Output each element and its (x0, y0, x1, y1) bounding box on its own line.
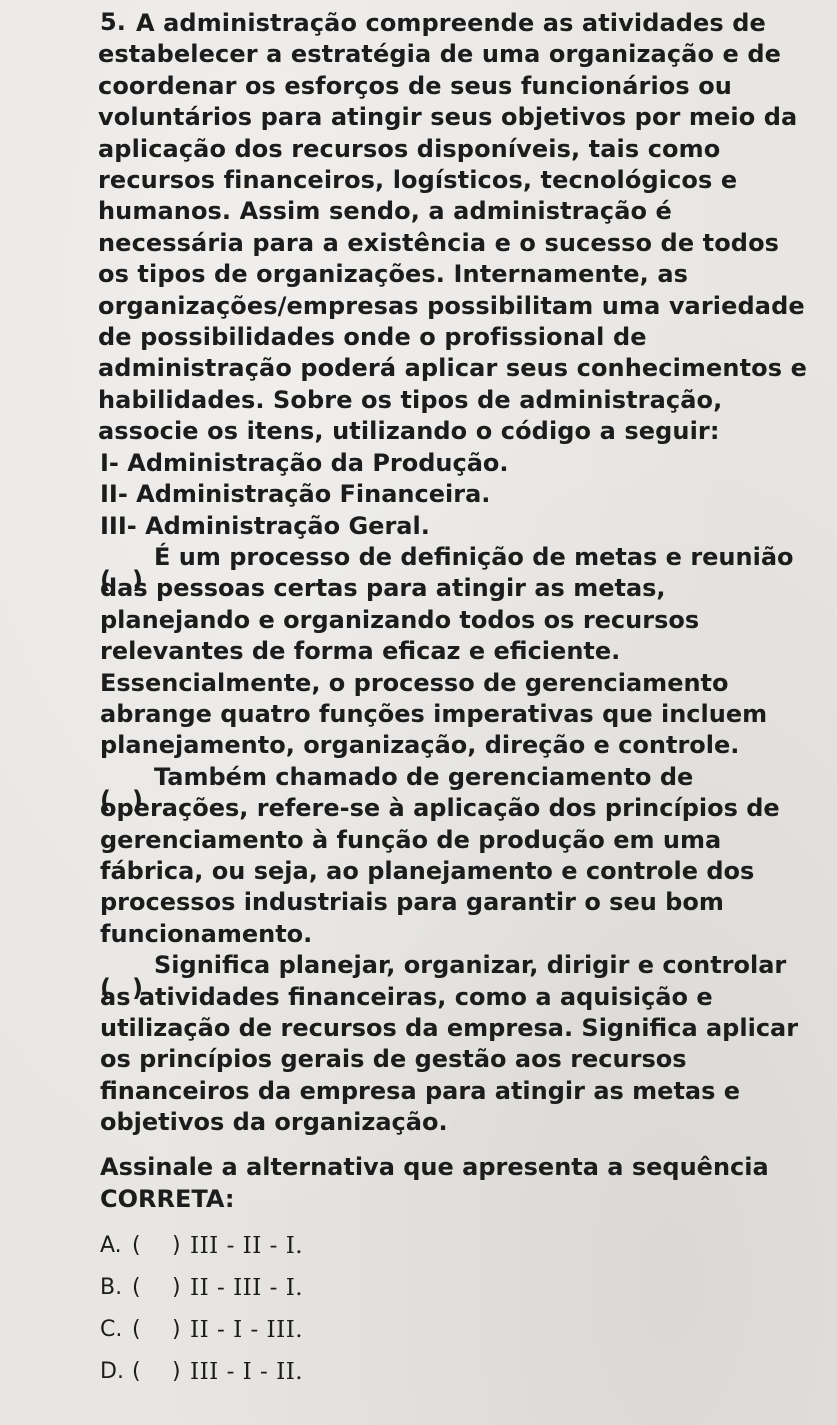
option-a[interactable]: A. ( ) III - II - I. (100, 1232, 304, 1259)
option-sequence: III - II - I. (190, 1232, 304, 1259)
association-list (98, 542, 817, 1139)
option-sequence: II - III - I. (190, 1274, 304, 1301)
association-3 (98, 950, 817, 1138)
item-2: II- Administração Financeira. (100, 480, 491, 509)
association-3-first-line: Significa planejar, organizar, dirigir e (154, 951, 655, 980)
association-1-text: reunião das pessoas certas para atingir as metas, planejando e organizando todos os recursos relevantes de forma eficaz e eficiente. Essencialmente, o processo de gerenciamento abrange quatro funções imperativas que incluem planejamento, organização, direção e controle. (100, 542, 794, 760)
instruction-text: Assinale a alternativa que apresenta a sequência CORRETA: (100, 1152, 769, 1213)
option-letter: D. (100, 1359, 124, 1385)
association-1 (98, 542, 817, 762)
option-letter: C. (100, 1317, 123, 1343)
option-sequence: II - I - III. (190, 1316, 304, 1343)
option-c[interactable]: C. ( ) II - I - III. (100, 1316, 304, 1343)
association-2 (98, 762, 817, 950)
answer-options (98, 1225, 817, 1393)
item-3: III- Administração Geral. (100, 511, 430, 540)
item-list (98, 448, 817, 542)
question-stem: A administração compreende as atividades de estabelecer a estratégia de uma organização e de coordenar os esforços de seus funcionários ou voluntários para atingir seus objetivos por meio da aplicação dos recursos disponíveis, tais como recursos financeiros, logísticos, tecnológicos e humanos. Assim sendo, a administração é necessária para a existência e o sucesso de todos os tipos de organizações. Internamente, as organizações/empresas possibilitam uma variedade de possibilidades onde o profissional de administração poderá aplicar seus conhecimentos e habilidades. Sobre os tipos de administração, associe os itens, utilizando o código a seguir: (98, 9, 807, 446)
association-2-first-line: Também chamado de gerenciamento de (154, 762, 694, 791)
option-sequence: III - I - II. (190, 1358, 304, 1385)
item-1: I- Administração da Produção. (100, 448, 509, 477)
question-number: 5. (100, 8, 126, 36)
association-3-text: controlar as atividades financeiras, como a aquisição e utilização de recursos da empresa. Significa aplicar os princípios gerais de gestão aos recursos financeiros da empresa para atingir as metas e objetivos da organização. (100, 951, 799, 1137)
option-d[interactable]: D. ( ) III - I - II. (100, 1358, 304, 1385)
association-2-text: operações, refere-se à aplicação dos princípios de gerenciamento à função de produção em uma fábrica, ou seja, ao planejamento e controle dos processos industriais para garantir o seu bom funcionamento. (100, 794, 780, 948)
option-b[interactable]: B. ( ) II - III - I. (100, 1274, 304, 1301)
option-letter: B. (100, 1275, 123, 1301)
association-1-first-line: É um processo de definição de metas e (154, 542, 682, 571)
option-letter: A. (100, 1233, 122, 1259)
